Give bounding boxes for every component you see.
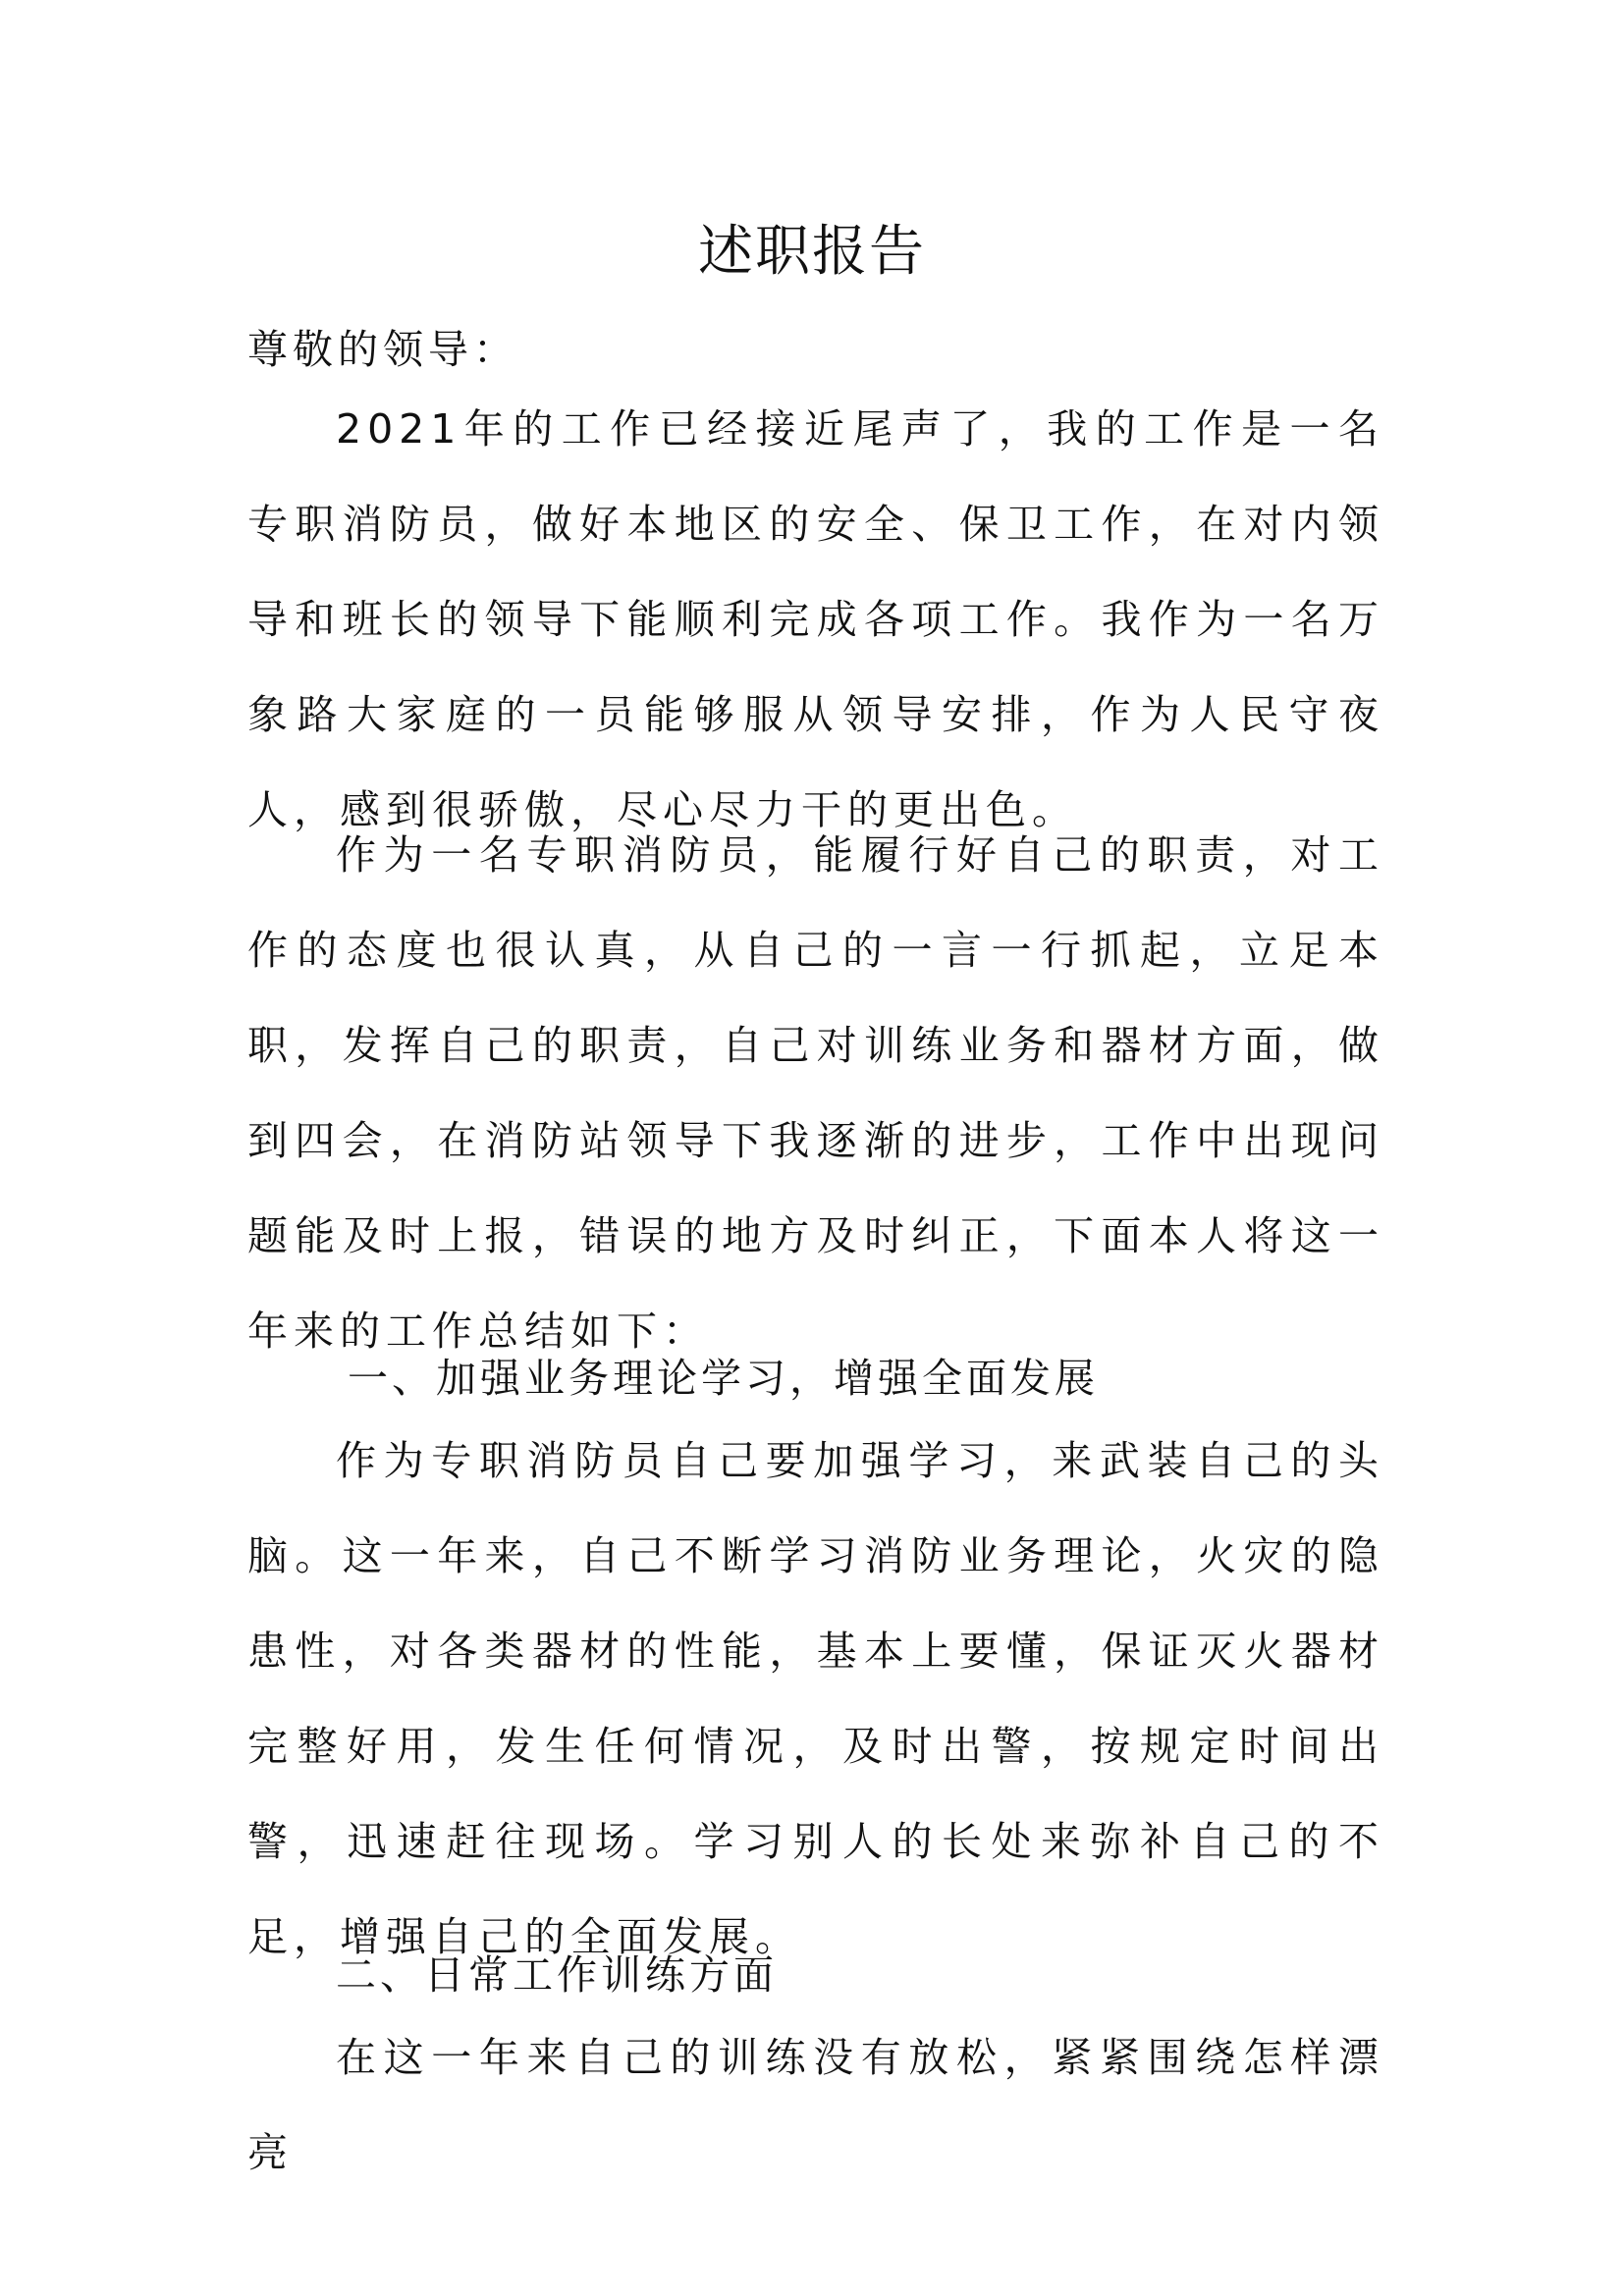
document-title: 述职报告	[698, 220, 926, 284]
salutation: 尊敬的领导：	[247, 326, 518, 373]
paragraph-training: 在这一年来自己的训练没有放松，紧紧围绕怎样漂亮	[247, 2034, 1384, 2176]
section-heading-2: 二、日常工作训练方面	[336, 1951, 778, 1999]
paragraph-study: 作为专职消防员自己要加强学习，来武装自己的头脑。这一年来，自己不断学习消防业务理论，火灾的隐患性，对各类器材的性能，基本上要懂，保证灭火器材完整好用，发生任何情况，及时出警，按规定时间出警，迅速赶往现场。学习别人的长处来弥补自己的不足，增强自己的全面发展。	[247, 1437, 1384, 1960]
section-heading-1: 一、加强业务理论学习，增强全面发展	[348, 1355, 1099, 1402]
paragraph-intro: 2021年的工作已经接近尾声了，我的工作是一名专职消防员，做好本地区的安全、保卫工作，在对内领导和班长的领导下能顺利完成各项工作。我作为一名万象路大家庭的一员能够服从领导安排，作为人民守夜人，感到很骄傲，尽心尽力干的更出色。	[247, 405, 1384, 833]
paragraph-duties: 作为一名专职消防员，能履行好自己的职责，对工作的态度也很认真，从自己的一言一行抓起，立足本职，发挥自己的职责，自己对训练业务和器材方面，做到四会，在消防站领导下我逐渐的进步，工作中出现问题能及时上报，错误的地方及时纠正，下面本人将这一年来的工作总结如下：	[247, 831, 1384, 1355]
